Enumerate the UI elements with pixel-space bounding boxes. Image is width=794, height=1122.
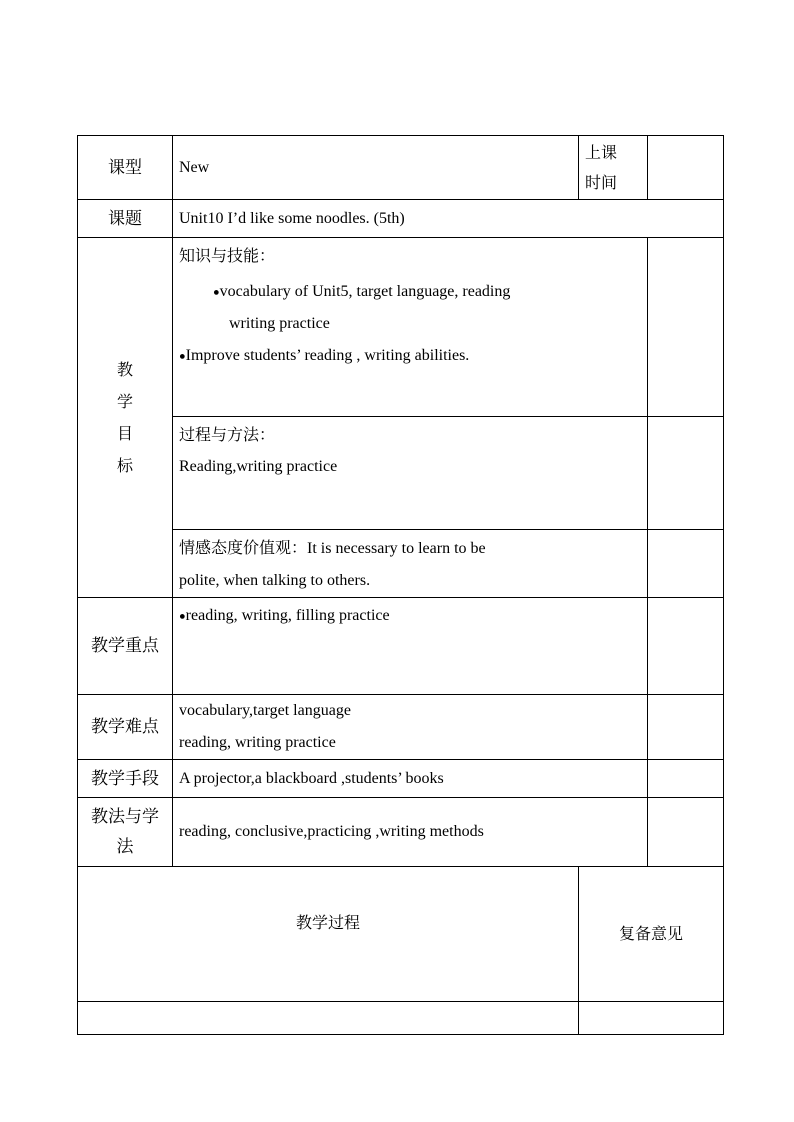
means-value: A projector,a blackboard ,students’ books (173, 760, 648, 798)
bullet-icon: ● (213, 286, 220, 299)
knowledge-item-1-cont: writing practice (229, 315, 330, 333)
class-time-label-line1: 上课 (585, 142, 618, 162)
row-methods (78, 798, 724, 867)
goals-label (78, 238, 173, 598)
difficulties-notes (648, 695, 724, 760)
methods-value: reading, conclusive,practicing ,writing methods (173, 798, 648, 867)
knowledge-item-2 (179, 340, 641, 372)
row-process-content (78, 1002, 724, 1035)
goals-label-char: 标 (116, 455, 133, 475)
difficulties-label: 教学难点 (78, 695, 173, 760)
goals-label-char: 学 (116, 391, 133, 411)
means-label: 教学手段 (78, 760, 173, 798)
class-time-label (579, 136, 648, 200)
goals-label-char: 目 (116, 423, 133, 443)
knowledge-skills-cell (173, 238, 648, 417)
key-points-text: reading, writing, filling practice (185, 607, 390, 624)
row-means (78, 760, 724, 798)
attitude-heading: 情感态度价值观： (179, 538, 308, 557)
key-points-notes (648, 598, 724, 695)
knowledge-skills-heading: 知识与技能： (179, 246, 276, 265)
process-notes (648, 417, 724, 530)
class-time-label-line2: 时间 (585, 172, 618, 192)
process-method-text: Reading,writing practice (179, 458, 338, 475)
row-goals-knowledge (78, 238, 724, 417)
topic-label: 课题 (78, 200, 173, 238)
row-key-points (78, 598, 724, 695)
attitude-notes (648, 530, 724, 598)
difficulties-line-2: reading, writing practice (179, 734, 336, 751)
process-method-heading: 过程与方法： (179, 425, 276, 444)
knowledge-notes (648, 238, 724, 417)
attitude-cell (173, 530, 648, 598)
knowledge-item-2-text: Improve students’ reading , writing abilities. (185, 347, 470, 365)
class-time-value (648, 136, 724, 200)
lesson-plan-table (77, 135, 724, 1035)
row-course-type (78, 136, 724, 200)
methods-notes (648, 798, 724, 867)
knowledge-item-1-text: vocabulary of Unit5, target language, reading (219, 283, 511, 300)
means-notes (648, 760, 724, 798)
bullet-icon: ● (179, 350, 186, 363)
process-method-cell (173, 417, 648, 530)
attitude-text-1: It is necessary to learn to be (307, 540, 486, 557)
row-goals-attitude (78, 530, 724, 598)
methods-label-line2: 法 (116, 837, 134, 857)
course-type-label: 课型 (78, 136, 173, 200)
attitude-text-2: polite, when talking to others. (179, 572, 371, 589)
course-type-value: New (173, 136, 579, 200)
teaching-process-heading: 教学过程 (78, 867, 579, 1002)
topic-value: Unit10 I’d like some noodles. (5th) (173, 200, 724, 238)
row-topic (78, 200, 724, 238)
difficulties-line-1: vocabulary,target language (179, 702, 351, 719)
row-difficulties (78, 695, 724, 760)
key-points-value (173, 598, 648, 695)
difficulties-value (173, 695, 648, 760)
review-opinion-heading: 复备意见 (579, 867, 724, 1002)
methods-label-line1: 教法与学 (91, 807, 159, 827)
bullet-icon: ● (179, 610, 186, 623)
review-content-cell (579, 1002, 724, 1035)
attitude-line-1 (179, 532, 641, 565)
methods-label (78, 798, 173, 867)
row-process-header (78, 867, 724, 1002)
process-content-cell (78, 1002, 579, 1035)
goals-label-char: 教 (116, 359, 133, 379)
row-goals-process (78, 417, 724, 530)
key-points-label: 教学重点 (78, 598, 173, 695)
knowledge-item-1 (179, 276, 641, 308)
